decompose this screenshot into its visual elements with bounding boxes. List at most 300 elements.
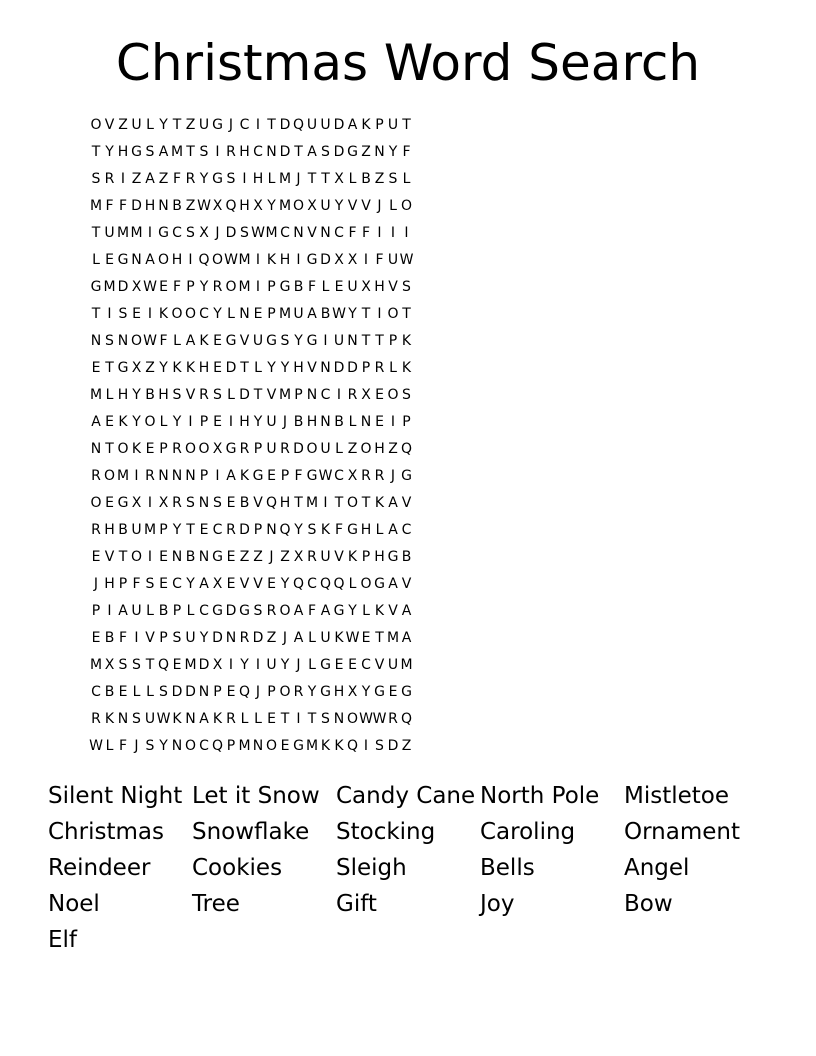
grid-row [91,168,744,195]
grid-letter: S [213,387,222,403]
grid-letter: X [334,252,344,268]
grid-letter: V [347,198,358,214]
grid-letter: R [388,711,398,727]
grid-letter: M [278,387,292,403]
grid-letter: A [185,333,196,349]
grid-letter: V [239,333,250,349]
grid-row [91,411,744,438]
grid-letter: G [320,657,331,673]
grid-letter: K [118,414,128,430]
grid-letter: G [225,441,237,457]
grid-letter: X [212,576,223,592]
grid-letter: K [361,117,371,133]
grid-letter: H [333,684,345,700]
grid-letter: Z [361,144,371,160]
grid-letter: P [199,414,209,430]
grid-letter: Y [199,279,209,295]
grid-letter: X [212,657,223,673]
grid-letter: P [159,441,168,457]
grid-letter: N [117,711,129,727]
grid-letter: R [226,711,236,727]
grid-row [90,330,744,357]
grid-letter: I [242,171,247,187]
grid-letter: T [186,144,195,160]
grid-letter: H [158,387,169,403]
grid-row [91,600,744,627]
word-row [48,886,768,922]
grid-letter: L [348,414,357,430]
grid-row [91,708,744,735]
grid-letter: V [307,360,317,376]
grid-letter: P [267,684,276,700]
grid-letter: G [320,684,331,700]
search-word: Let it Snow [192,783,320,809]
grid-letter: M [278,198,292,214]
grid-letter: E [267,711,276,727]
grid-letter: G [131,144,142,160]
grid-letter: X [158,495,169,511]
grid-letter: N [225,630,237,646]
grid-letter: S [145,576,155,592]
grid-letter: F [307,279,317,295]
grid-letter: V [104,117,115,133]
grid-letter: Y [280,657,290,673]
grid-letter: I [377,306,382,322]
grid-letter: N [347,333,358,349]
grid-letter: U [185,630,196,646]
grid-letter: L [267,171,276,187]
grid-letter: R [199,387,209,403]
grid-letter: L [173,333,181,349]
grid-letter: U [266,414,277,430]
grid-letter: W [224,252,238,268]
grid-letter: T [172,117,182,133]
grid-letter: L [132,684,141,700]
grid-letter: I [134,468,139,484]
grid-letter: Y [172,414,182,430]
grid-letter: O [90,495,102,511]
grid-letter: U [320,441,331,457]
grid-letter: H [374,279,385,295]
grid-letter: H [374,441,385,457]
grid-letter: T [267,117,276,133]
grid-row [91,681,744,708]
grid-letter: C [334,468,344,484]
grid-letter: M [143,522,157,538]
grid-letter: Y [199,171,209,187]
grid-letter: U [198,117,210,133]
grid-letter: Y [267,198,276,214]
grid-letter: X [212,198,223,214]
grid-letter: O [279,684,291,700]
grid-letter: O [387,387,399,403]
search-word: Stocking [336,819,436,845]
grid-letter: L [227,306,235,322]
grid-letter: V [361,198,371,214]
grid-letter: C [199,306,209,322]
grid-letter: U [387,657,399,673]
grid-letter: E [334,657,344,673]
grid-letter: X [293,549,304,565]
grid-letter: G [374,684,385,700]
grid-letter: V [334,549,344,565]
grid-letter: T [361,306,371,322]
grid-letter: N [360,414,372,430]
grid-letter: Y [361,684,371,700]
grid-letter: A [199,711,209,727]
grid-letter: W [143,333,157,349]
grid-letter: E [91,630,101,646]
grid-letter: U [104,225,115,241]
grid-letter: M [116,468,130,484]
grid-letter: Y [267,360,276,376]
grid-letter: L [375,522,384,538]
grid-letter: I [134,630,139,646]
grid-letter: V [374,657,385,673]
grid-letter: A [401,603,412,619]
grid-letter: R [145,468,155,484]
grid-letter: K [320,738,331,754]
grid-letter: L [348,171,357,187]
grid-letter: U [252,333,264,349]
grid-letter: D [225,225,237,241]
grid-letter: I [323,333,328,349]
grid-letter: S [91,171,101,187]
grid-letter: H [117,387,129,403]
grid-letter: C [91,684,101,700]
grid-letter: I [147,495,153,511]
grid-letter: K [158,306,169,322]
grid-letter: I [188,252,193,268]
grid-letter: N [158,468,169,484]
grid-letter: M [116,225,130,241]
grid-letter: O [211,252,224,268]
grid-row [90,492,744,519]
grid-letter: G [347,144,358,160]
grid-letter: Q [346,738,359,754]
grid-letter: R [374,468,385,484]
grid-letter: H [117,144,129,160]
grid-letter: V [307,225,317,241]
grid-letter: E [159,279,168,295]
grid-letter: B [293,414,304,430]
grid-letter: U [347,279,358,295]
grid-letter: M [89,198,103,214]
grid-letter: W [197,198,211,214]
grid-letter: O [184,738,197,754]
grid-letter: T [91,225,101,241]
grid-letter: W [359,711,373,727]
grid-letter: K [185,360,196,376]
grid-letter: S [145,144,155,160]
grid-letter: R [293,684,304,700]
grid-letter: H [104,576,115,592]
grid-letter: O [265,738,278,754]
grid-letter: U [320,198,331,214]
grid-letter: G [347,522,358,538]
grid-letter: S [118,657,128,673]
grid-letter: Y [280,576,290,592]
grid-letter: F [172,171,182,187]
search-word: Caroling [480,819,576,845]
grid-letter: C [253,144,263,160]
grid-letter: G [401,684,412,700]
grid-row [91,465,744,492]
search-word: Sleigh [336,855,407,881]
grid-letter: D [212,630,223,646]
grid-letter: R [172,441,182,457]
grid-letter: L [308,657,316,673]
grid-letter: N [158,198,169,214]
grid-letter: F [348,225,357,241]
grid-letter: X [361,387,371,403]
grid-letter: F [105,198,114,214]
grid-letter: D [279,144,291,160]
grid-letter: Z [239,549,250,565]
grid-letter: D [293,441,304,457]
grid-letter: D [171,684,183,700]
grid-letter: E [226,549,236,565]
grid-letter: G [401,468,412,484]
search-word: Candy Cane [336,783,476,809]
grid-letter: A [199,576,209,592]
grid-letter: B [145,387,155,403]
grid-letter: M [184,657,197,673]
grid-letter: L [389,360,397,376]
grid-letter: H [239,198,250,214]
grid-letter: L [254,360,262,376]
grid-letter: T [253,387,263,403]
grid-letter: O [387,306,399,322]
grid-letter: A [307,306,317,322]
grid-letter: E [199,522,209,538]
grid-letter: X [199,225,209,241]
grid-letter: V [401,576,412,592]
grid-letter: X [361,279,371,295]
grid-letter: X [131,360,142,376]
grid-row [93,573,744,600]
grid-letter: T [321,171,330,187]
search-word: Reindeer [48,855,151,881]
grid-letter: T [294,144,303,160]
grid-letter: M [305,738,319,754]
grid-letter: H [306,414,318,430]
grid-letter: Q [198,252,210,268]
grid-letter: G [117,495,129,511]
grid-letter: O [184,441,197,457]
grid-letter: D [333,360,345,376]
grid-letter: A [401,630,412,646]
grid-letter: N [320,360,331,376]
grid-letter: K [131,441,142,457]
grid-letter: J [93,576,99,592]
grid-letter: T [105,360,114,376]
grid-letter: V [185,387,196,403]
grid-letter: L [146,684,154,700]
grid-letter: T [280,711,290,727]
grid-letter: P [267,306,276,322]
grid-letter: H [198,360,210,376]
grid-letter: L [146,603,154,619]
grid-letter: D [387,738,399,754]
grid-letter: I [215,468,220,484]
grid-letter: F [402,144,411,160]
search-word: Bow [624,891,673,917]
grid-letter: B [401,549,412,565]
grid-letter: N [266,522,277,538]
grid-letter: N [293,225,304,241]
grid-letter: K [266,252,277,268]
grid-row [91,546,744,573]
grid-letter: G [225,333,237,349]
grid-letter: C [172,225,182,241]
page-title: Christmas Word Search [115,34,701,92]
grid-letter: N [117,333,129,349]
grid-letter: G [117,360,129,376]
grid-letter: Y [132,387,141,403]
grid-letter: Y [388,144,398,160]
grid-letter: O [346,711,359,727]
grid-letter: N [185,468,196,484]
search-word: Angel [624,855,690,881]
grid-row [92,249,744,276]
grid-letter: C [239,117,250,133]
grid-letter: B [118,522,128,538]
grid-letter: B [185,549,196,565]
grid-letter: G [306,333,318,349]
grid-letter: L [186,603,195,619]
grid-letter: N [171,468,183,484]
grid-letter: O [279,603,291,619]
grid-letter: U [266,441,277,457]
grid-letter: D [239,387,250,403]
grid-letter: E [172,657,182,673]
grid-letter: Y [186,576,195,592]
grid-letter: R [226,144,236,160]
grid-letter: Q [225,198,237,214]
grid-letter: A [388,576,398,592]
grid-letter: J [296,171,301,187]
grid-letter: H [239,144,250,160]
search-word: Gift [336,891,377,917]
grid-letter: T [105,441,114,457]
grid-letter: P [199,468,209,484]
grid-row [91,222,744,249]
grid-letter: E [91,360,101,376]
grid-letter: I [120,171,126,187]
grid-letter: U [306,117,318,133]
grid-letter: P [361,549,371,565]
grid-letter: Z [185,198,196,214]
grid-letter: G [387,549,399,565]
grid-letter: D [225,603,237,619]
grid-letter: E [132,306,141,322]
grid-letter: I [147,306,153,322]
grid-letter: D [117,279,129,295]
grid-row [90,438,744,465]
grid-letter: Z [253,549,263,565]
search-word: Tree [192,891,240,917]
grid-letter: L [402,171,411,187]
grid-letter: V [104,549,115,565]
grid-letter: X [307,198,317,214]
grid-letter: Y [294,333,303,349]
grid-letter: F [307,603,317,619]
grid-letter: E [91,549,101,565]
grid-letter: P [280,468,290,484]
grid-letter: S [132,711,141,727]
grid-letter: A [307,144,317,160]
grid-letter: K [334,630,344,646]
grid-letter: F [361,225,371,241]
grid-letter: M [400,657,413,673]
grid-letter: E [213,333,222,349]
grid-letter: A [226,468,236,484]
grid-letter: O [184,306,197,322]
grid-letter: Z [374,171,385,187]
grid-letter: X [347,468,358,484]
grid-letter: P [226,738,236,754]
word-row [48,850,768,886]
grid-letter: X [347,684,358,700]
grid-letter: A [158,144,169,160]
grid-letter: P [118,576,128,592]
word-row [48,814,768,850]
grid-letter: K [374,495,385,511]
word-list [48,778,768,958]
grid-letter: I [363,738,369,754]
grid-letter: O [198,441,210,457]
grid-row [89,735,744,762]
grid-letter: U [131,117,142,133]
grid-letter: D [333,117,345,133]
grid-letter: A [293,630,304,646]
grid-letter: C [320,387,331,403]
search-word: Ornament [624,819,740,845]
grid-letter: M [238,279,251,295]
grid-letter: X [131,495,142,511]
grid-letter: F [375,252,384,268]
grid-letter: U [144,711,156,727]
grid-letter: M [103,279,116,295]
grid-letter: I [147,549,153,565]
grid-letter: P [91,603,101,619]
grid-letter: S [321,144,330,160]
grid-letter: U [387,117,399,133]
grid-letter: I [188,414,193,430]
grid-letter: R [104,171,115,187]
grid-letter: Y [159,360,168,376]
grid-letter: R [226,522,236,538]
grid-letter: T [91,144,101,160]
search-word: Snowflake [192,819,310,845]
grid-row [89,195,744,222]
grid-letter: Y [105,144,114,160]
grid-letter: M [130,225,143,241]
grid-letter: J [282,630,288,646]
grid-letter: X [253,198,263,214]
grid-letter: I [255,252,261,268]
grid-letter: R [307,549,317,565]
grid-letter: I [390,225,396,241]
grid-letter: T [118,549,128,565]
grid-letter: C [361,657,371,673]
grid-letter: S [388,171,398,187]
grid-letter: R [212,279,223,295]
search-word: Mistletoe [624,783,730,809]
grid-letter: L [348,576,357,592]
grid-letter: R [361,468,371,484]
